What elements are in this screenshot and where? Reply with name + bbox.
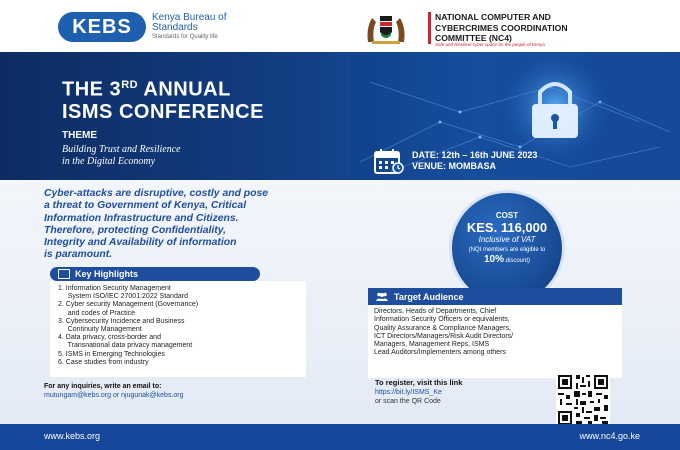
nc4-title-line-3: COMMITTEE (NC4) xyxy=(435,33,512,43)
discount-word: discount) xyxy=(504,258,531,264)
list-item: System ISO/IEC 27001:2022 Standard xyxy=(58,293,188,301)
footer-nc4-website[interactable]: www.nc4.go.ke xyxy=(579,431,640,441)
cost-vat: Inclusive of VAT xyxy=(478,235,536,244)
audience-line: Lead Auditors/Implementers among others xyxy=(374,349,506,357)
nc4-tagline: Safe and Resilient cyber space for the people of Kenya xyxy=(435,42,545,47)
kebs-tagline: Standards for Quality life xyxy=(152,34,218,40)
theme-line-2: in the Digital Economy xyxy=(62,156,156,167)
target-audience-heading xyxy=(368,288,622,305)
main-content xyxy=(0,180,680,430)
title-prefix: THE 3 xyxy=(62,78,122,101)
event-date: DATE: 12th – 16th JUNE 2023 xyxy=(412,150,538,160)
list-item: 5. ISMS in Emerging Technologies xyxy=(58,350,165,358)
kebs-name xyxy=(152,13,227,33)
cost-note: (NQI members are eligible to xyxy=(468,247,546,253)
conference-title-line-2: ISMS CONFERENCE xyxy=(62,100,264,123)
event-details xyxy=(412,150,537,172)
key-highlights-title: Key Highlights xyxy=(75,269,139,279)
nc4-title xyxy=(428,12,645,44)
register-label: To register, visit this link xyxy=(375,378,463,387)
intro-line-4: Therefore, protecting Confidentiality, xyxy=(44,224,227,236)
cost-badge xyxy=(452,193,562,303)
footer-kebs-website[interactable]: www.kebs.org xyxy=(44,431,101,441)
theme-line-1: Building Trust and Resilience xyxy=(62,144,181,155)
people-icon xyxy=(376,292,388,301)
list-item: 6. Case studies from industry xyxy=(58,358,149,366)
target-audience-title: Target Audience xyxy=(394,291,464,302)
nc4-title-line-1: NATIONAL COMPUTER AND xyxy=(435,12,551,22)
nc4-title-line-2: CYBERCRIMES COORDINATION xyxy=(435,22,568,33)
intro-line-5: Integrity and Availability of information xyxy=(44,237,237,249)
list-item: Transnational data privacy management xyxy=(58,342,193,350)
target-audience-text xyxy=(374,308,622,358)
kebs-name-line-1: Kenya Bureau of xyxy=(152,12,227,23)
intro-line-2: a threat to Government of Kenya, Critical xyxy=(44,200,247,212)
cost-amount: KES. 116,000 xyxy=(466,220,548,235)
audience-line: ICT Directors/Managers/Risk Audit Directors/ xyxy=(374,332,514,340)
discount-percent: 10% xyxy=(483,254,504,265)
list-icon xyxy=(58,269,70,279)
list-item: 4. Data privacy, cross-border and xyxy=(58,334,161,342)
list-item: and codes of Practice xyxy=(58,309,136,317)
hero-banner xyxy=(0,52,680,180)
event-venue: VENUE: MOMBASA xyxy=(412,161,497,171)
kebs-logo: KEBS xyxy=(58,12,146,42)
register-link[interactable]: https://bit.ly/ISMS_Ke xyxy=(375,389,442,396)
conference-title xyxy=(62,74,264,123)
audience-line: Directors, Heads of Departments, Chief xyxy=(374,308,497,315)
kenya-coat-of-arms-icon xyxy=(358,8,414,46)
list-item: 1. Information Security Management xyxy=(58,285,171,292)
audience-line: Information Security Officers or equivalents, xyxy=(374,316,510,324)
intro-line-3: Information Infrastructure and Citizens. xyxy=(44,212,239,224)
intro-line-6: is paramount. xyxy=(44,249,113,261)
cost-discount xyxy=(452,254,562,265)
register-scan-text: or scan the QR Code xyxy=(375,398,441,405)
theme-text xyxy=(62,144,181,168)
header xyxy=(0,0,680,52)
audience-line: Managers, Management Reps, ISMS xyxy=(374,341,490,349)
key-highlights-list xyxy=(58,285,308,367)
inquiries-label: For any inquiries, write an email to: xyxy=(44,383,162,390)
key-highlights-heading xyxy=(50,267,260,281)
list-item: 3. Cybersecurity Incidence and Business xyxy=(58,317,185,325)
intro-line-1: Cyber-attacks are disruptive, costly and pose xyxy=(44,188,269,199)
conference-title-line-1 xyxy=(62,74,264,101)
audience-line: Quality Assurance & Compliance Managers, xyxy=(374,324,511,332)
theme-label: THEME xyxy=(62,130,97,141)
intro-statement xyxy=(44,188,444,262)
cost-label: COST xyxy=(495,211,519,220)
calendar-icon xyxy=(374,148,404,174)
inquiries-emails[interactable]: mutungam@kebs.org or njugunak@kebs.org xyxy=(44,392,184,399)
footer xyxy=(0,424,680,450)
title-line-1-rest: ANNUAL xyxy=(138,78,231,101)
kebs-name-line-2: Standards xyxy=(152,22,198,33)
title-ordinal-suffix: RD xyxy=(121,79,139,91)
qr-code[interactable] xyxy=(556,373,610,427)
list-item: Continuity Management xyxy=(58,326,142,334)
list-item: 2. Cyber security Management (Governance) xyxy=(58,301,199,309)
